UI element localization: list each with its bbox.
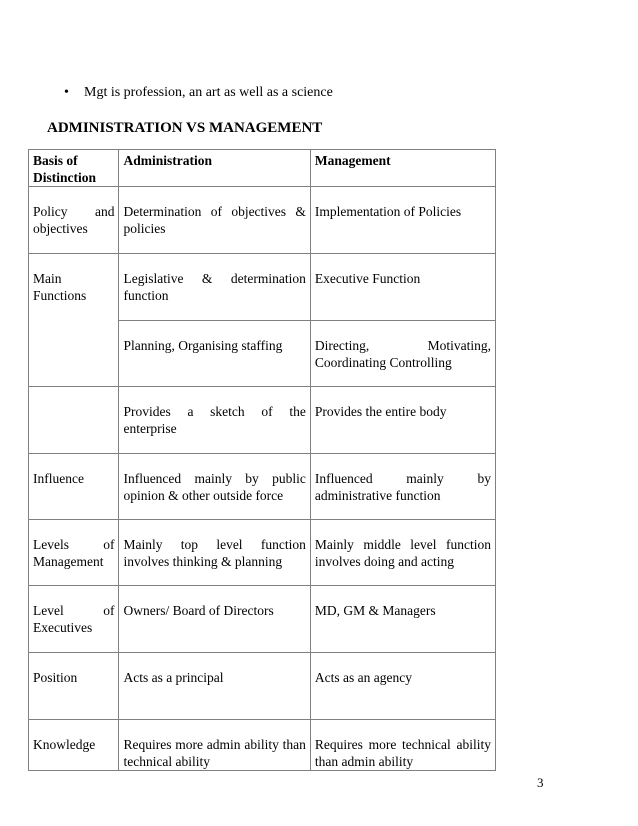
comparison-table bbox=[28, 149, 496, 771]
header-basis: Basis of Distinction bbox=[29, 150, 119, 187]
cell-administration: Legislative & determination function bbox=[119, 254, 310, 321]
table-row bbox=[29, 387, 496, 454]
cell-basis: Level of Executives bbox=[29, 586, 119, 653]
cell-administration: Provides a sketch of the enterprise bbox=[119, 387, 310, 454]
section-heading: ADMINISTRATION VS MANAGEMENT bbox=[47, 120, 323, 136]
cell-management: MD, GM & Managers bbox=[310, 586, 495, 653]
bullet-item bbox=[64, 84, 333, 102]
cell-management: Implementation of Policies bbox=[310, 187, 495, 254]
cell-basis: Position bbox=[29, 653, 119, 720]
cell-administration: Owners/ Board of Directors bbox=[119, 586, 310, 653]
cell-basis: Policy and objectives bbox=[29, 187, 119, 254]
cell-management: Provides the entire body bbox=[310, 387, 495, 454]
table-row bbox=[29, 454, 496, 520]
cell-management: Executive Function bbox=[310, 254, 495, 321]
table-header-row bbox=[29, 150, 496, 187]
cell-administration: Mainly top level function involves thinking & planning bbox=[119, 520, 310, 586]
cell-basis: Knowledge bbox=[29, 720, 119, 771]
table-row bbox=[29, 254, 496, 321]
cell-administration: Influenced mainly by public opinion & other outside force bbox=[119, 454, 310, 520]
cell-basis: Levels of Management bbox=[29, 520, 119, 586]
cell-basis: Main Functions bbox=[29, 254, 119, 387]
header-administration: Administration bbox=[119, 150, 310, 187]
bullet-text: Mgt is profession, an art as well as a science bbox=[84, 85, 333, 100]
header-management: Management bbox=[310, 150, 495, 187]
bullet-icon: • bbox=[64, 85, 69, 100]
table-row bbox=[29, 653, 496, 720]
cell-management: Mainly middle level function involves doing and acting bbox=[310, 520, 495, 586]
table-row bbox=[29, 520, 496, 586]
table-row bbox=[29, 187, 496, 254]
cell-administration: Requires more admin ability than technical ability bbox=[119, 720, 310, 771]
cell-management: Influenced mainly by administrative function bbox=[310, 454, 495, 520]
table-row bbox=[29, 586, 496, 653]
page-number: 3 bbox=[537, 775, 544, 790]
cell-basis bbox=[29, 387, 119, 454]
cell-management: Acts as an agency bbox=[310, 653, 495, 720]
cell-basis: Influence bbox=[29, 454, 119, 520]
cell-administration: Determination of objectives & policies bbox=[119, 187, 310, 254]
cell-management: Directing, Motivating, Coordinating Controlling bbox=[310, 321, 495, 387]
cell-administration: Acts as a principal bbox=[119, 653, 310, 720]
cell-management: Requires more technical ability than admin ability bbox=[310, 720, 495, 771]
table-row bbox=[29, 720, 496, 771]
cell-administration: Planning, Organising staffing bbox=[119, 321, 310, 387]
